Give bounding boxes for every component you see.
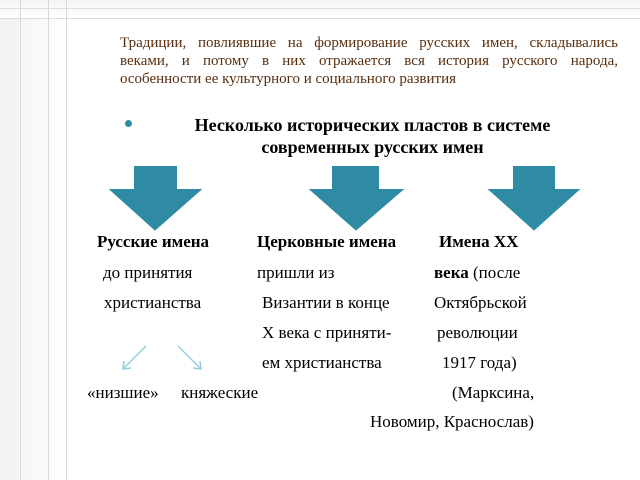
right-column-line: Октябрьской — [434, 293, 527, 312]
down-arrow-icon-right — [485, 165, 583, 232]
middle-column-line: Византии в конце — [262, 293, 390, 312]
down-arrow-icon-left — [106, 165, 205, 232]
down-arrow-icon-middle — [306, 165, 407, 232]
bullet-text: Несколько исторических пластов в системе современных русских имен — [194, 115, 551, 157]
right-column-heading-line — [434, 263, 520, 283]
left-column-line: христианства — [104, 293, 202, 312]
branch-arrow-icon-right — [178, 346, 201, 369]
left-column-line: до принятия — [103, 263, 193, 282]
right-column-line: Новомир, Краснослав) — [370, 412, 534, 431]
right-column-line: (Марксина, — [452, 383, 535, 402]
right-column-line: 1917 года) — [442, 353, 517, 372]
right-column-heading-rest: (после — [473, 263, 521, 282]
slide-title: Традиции, повлиявшие на формирование русских имен, складывались веками, и потому в них отражается вся история русского народа, особенности ее культурного и социального развития — [120, 35, 618, 87]
right-column-line: революции — [437, 323, 518, 342]
column-heading-20th-century-names: Имена ХХ — [439, 232, 519, 251]
column-heading-russian-names: Русские имена — [97, 232, 210, 251]
middle-column-line: ем христианства — [262, 353, 382, 372]
branch-label-lower: «низшие» — [87, 383, 159, 402]
branch-label-princely: княжеские — [181, 383, 259, 402]
column-heading-church-names: Церковные имена — [257, 232, 397, 251]
middle-column-line: Х века с приняти- — [262, 323, 392, 342]
middle-column-line: пришли из — [257, 263, 335, 282]
branch-arrow-icon-left — [123, 346, 146, 369]
right-column-heading-bold: века — [434, 263, 469, 282]
